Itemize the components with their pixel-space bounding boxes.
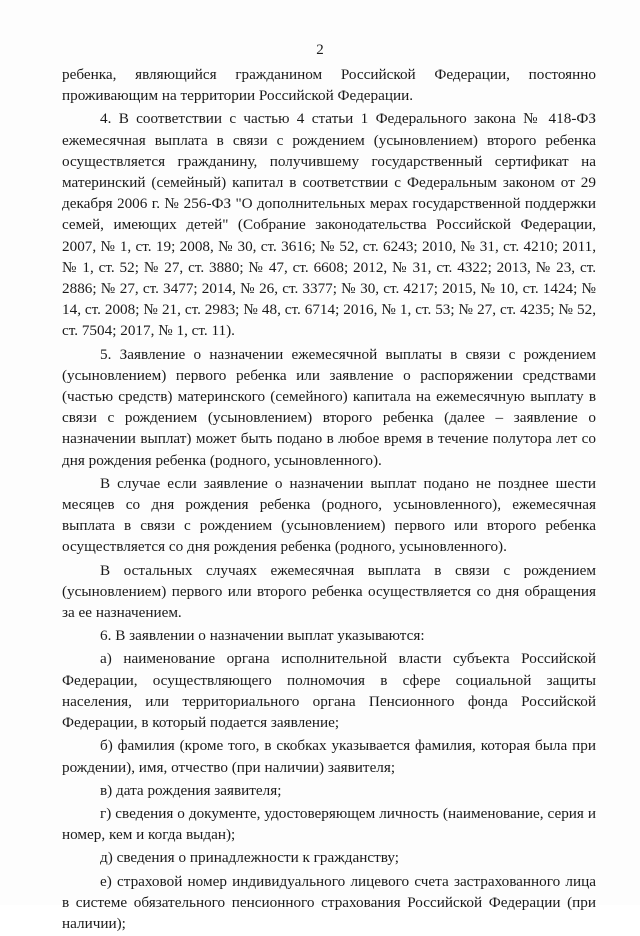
- paragraph-subitem-v: в) дата рождения заявителя;: [100, 781, 282, 799]
- paragraph-subitem-g: г) сведения о документе, удостоверяющем личность (наименование, серия и номер, кем и когда выдан);: [62, 804, 596, 844]
- paragraph-subitem-b: б) фамилия (кроме того, в скобках указывается фамилия, которая была при рождении), имя, отчество (при наличии) заявителя;: [62, 737, 596, 776]
- paragraph-six-months-case: В случае если заявление о назначении выплат подано не позднее шести месяцев со дня рождения ребенка (родного, усыновленного), ежемесячная выплата в связи с рождением (усыновлением) первого или второго ребенка осуществляется со дня рождения ребенка (родного, усыновленного).: [62, 474, 596, 556]
- paragraph-item-4: 4. В соответствии с частью 4 статьи 1 Федерального закона № 418-ФЗ ежемесячная выплата в связи с рождением (усыновлением) второго ребенка осуществляется гражданину, получившему государственный сертификат на материнский (семейный) капитал в соответствии с Федеральным законом от 29 декабря 2006 г. № 256-ФЗ "О дополнительных мерах государственной поддержки семей, имеющих детей" (Собрание законодательства Российской Федерации, 2007, № 1, ст. 19; 2008, № 30, ст. 3616; № 52, ст. 6243; 2010, № 31, ст. 4210; 2011, № 1, ст. 52; № 27, ст. 3880; № 47, ст. 6608; 2012, № 31, ст. 4322; 2013, № 23, ст. 2886; № 27, ст. 3477; 2014, № 26, ст. 3377; № 30, ст. 4217; 2015, № 10, ст. 1424; № 14, ст. 2008; № 21, ст. 2983; № 48, ст. 6714; 2016, № 1, ст. 53; № 27, ст. 4235; № 52, ст. 7504; 2017, № 1, ст. 11).: [62, 110, 596, 340]
- paragraph-continuation: ребенка, являющийся гражданином Российской Федерации, постоянно проживающим на территории Российской Федерации.: [62, 66, 596, 105]
- paragraph-item-5: 5. Заявление о назначении ежемесячной выплаты в связи с рождением (усыновлением) первого ребенка или заявление о распоряжении средствами (частью средств) материнского (семейного) капитала на ежемесячную выплату в связи с рождением (усыновлением) второго ребенка (далее – заявление о назначении выплат) может быть подано в любое время в течение полутора лет со дня рождения ребенка (родного, усыновленного).: [62, 345, 596, 469]
- paragraph-other-cases: В остальных случаях ежемесячная выплата в связи с рождением (усыновлением) первого или второго ребенка осуществляется со дня обращения за ее назначением.: [62, 561, 596, 622]
- document-body: [62, 64, 596, 936]
- paragraph-subitem-a: а) наименование органа исполнительной власти субъекта Российской Федерации, осуществляющего полномочия в сфере социальной защиты населения, или территориального органа Пенсионного фонда Российской Федерации, в который подается заявление;: [62, 650, 596, 732]
- paragraph-subitem-e: е) страховой номер индивидуального лицевого счета застрахованного лица в системе обязательного пенсионного страхования Российской Федерации (при наличии);: [62, 872, 596, 932]
- paragraph-item-6: 6. В заявлении о назначении выплат указываются:: [100, 627, 425, 645]
- paragraph-subitem-d: д) сведения о принадлежности к гражданству;: [100, 849, 399, 867]
- page-number: 2: [316, 42, 324, 58]
